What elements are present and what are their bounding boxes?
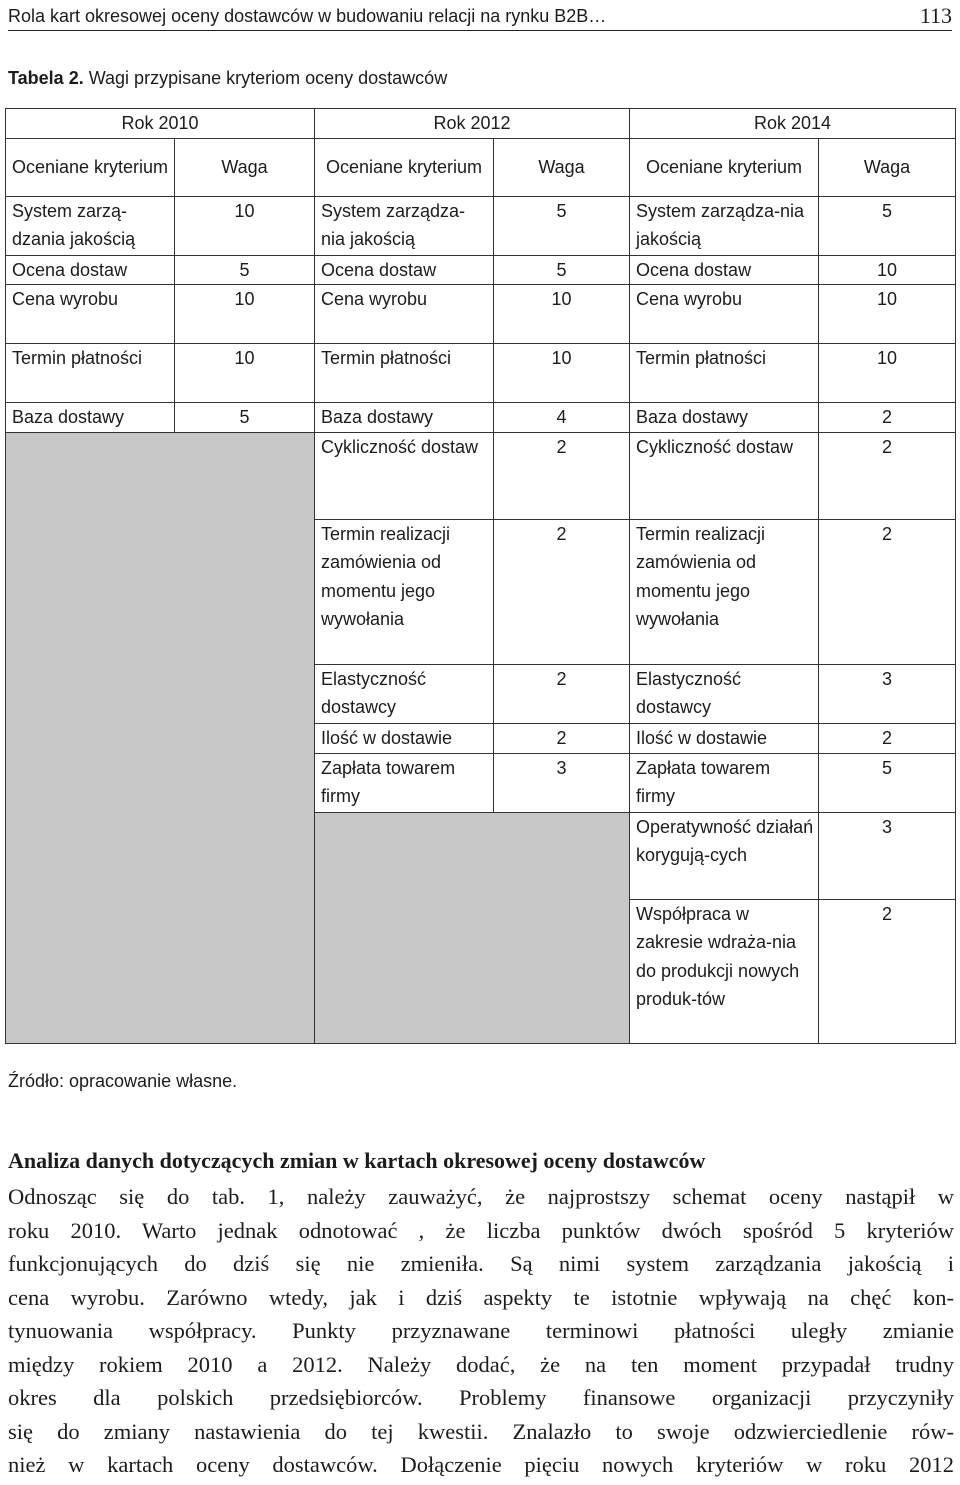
weight-cell: 5 — [819, 753, 956, 812]
table-row — [6, 196, 956, 255]
criterion-cell: Baza dostawy — [630, 403, 819, 433]
col-header-weight: Waga — [494, 138, 630, 196]
table-row — [6, 344, 956, 403]
weight-cell: 5 — [819, 196, 956, 255]
table-row — [6, 285, 956, 344]
weight-cell: 10 — [494, 344, 630, 403]
criterion-cell: Cykliczność dostaw — [315, 432, 494, 519]
criterion-cell: Współpraca w zakresie wdraża-nia do produkcji nowych produk-tów — [630, 899, 819, 1043]
weight-cell: 3 — [819, 812, 956, 899]
empty-grey-block-2012 — [315, 812, 630, 1043]
weight-cell: 3 — [494, 753, 630, 812]
criterion-cell: Operatywność działań korygują-cych — [630, 812, 819, 899]
criterion-cell: Baza dostawy — [315, 403, 494, 433]
weight-cell: 2 — [494, 723, 630, 753]
weight-cell: 5 — [494, 196, 630, 255]
criterion-cell: Cena wyrobu — [315, 285, 494, 344]
table-row — [6, 403, 956, 433]
weight-cell: 2 — [819, 432, 956, 519]
year-header-2010: Rok 2010 — [6, 109, 315, 139]
weights-table — [5, 108, 956, 1044]
criterion-cell: Termin płatności — [315, 344, 494, 403]
col-header-criterion: Oceniane kryterium — [315, 138, 494, 196]
criterion-cell: Termin płatności — [6, 344, 175, 403]
weight-cell: 10 — [819, 344, 956, 403]
table-caption-label: Tabela 2. — [8, 68, 84, 88]
paragraph-line: okres dla polskich przedsiębiorców. Problemy finansowe organizacji przyczyniły — [8, 1385, 954, 1410]
weight-cell: 5 — [175, 403, 315, 433]
criterion-cell: Zapłata towarem firmy — [315, 753, 494, 812]
weight-cell: 10 — [175, 285, 315, 344]
body-paragraph — [8, 1180, 954, 1482]
paragraph-line: nież w kartach oceny dostawców. Dołączenie pięciu nowych kryteriów w roku 2012 — [8, 1452, 954, 1477]
weight-cell: 2 — [819, 519, 956, 664]
col-header-criterion: Oceniane kryterium — [6, 138, 175, 196]
weight-cell: 10 — [819, 255, 956, 285]
criterion-cell: Termin realizacji zamówienia od momentu jego wywołania — [630, 519, 819, 664]
paragraph-line: cena wyrobu. Zarówno wtedy, jak i dziś aspekty te istotnie wpływają na chęć kon- — [8, 1284, 954, 1310]
criterion-cell: Baza dostawy — [6, 403, 175, 433]
criterion-cell: Elastyczność dostawcy — [630, 664, 819, 723]
weight-cell: 3 — [819, 664, 956, 723]
criterion-cell: Ocena dostaw — [630, 255, 819, 285]
paragraph-line: Odnosząc się do tab. 1, należy zauważyć, że najprostszy schemat oceny nastąpił w — [8, 1184, 954, 1209]
weight-cell: 5 — [494, 255, 630, 285]
weight-cell: 10 — [494, 285, 630, 344]
paragraph-line: roku 2010. Warto jednak odnotować , że liczba punktów dwóch spośród 5 kryteriów — [8, 1217, 954, 1243]
weight-cell: 2 — [819, 899, 956, 1043]
weight-cell: 10 — [819, 285, 956, 344]
criterion-cell: Ocena dostaw — [315, 255, 494, 285]
section-heading: Analiza danych dotyczących zmian w kartach okresowej oceny dostawców — [8, 1148, 706, 1173]
paragraph-line: funkcjonujących do dziś się nie zmieniła. Są nimi system zarządzania jakością i — [8, 1251, 954, 1276]
criterion-cell: Cena wyrobu — [630, 285, 819, 344]
criterion-cell: Ilość w dostawie — [630, 723, 819, 753]
criterion-cell: Termin płatności — [630, 344, 819, 403]
paragraph-line: się do zmiany nastawienia do tej kwestii. Znalazło to swoje odzwierciedlenie rów- — [8, 1418, 954, 1444]
weight-cell: 4 — [494, 403, 630, 433]
table-caption-text: Wagi przypisane kryteriom oceny dostawców — [88, 68, 448, 88]
weight-cell: 5 — [175, 255, 315, 285]
criterion-cell: System zarządza-nia jakością — [315, 196, 494, 255]
weight-cell: 2 — [494, 432, 630, 519]
col-header-weight: Waga — [175, 138, 315, 196]
weight-cell: 2 — [494, 664, 630, 723]
col-header-weight: Waga — [819, 138, 956, 196]
running-header — [8, 0, 952, 31]
weight-cell: 2 — [494, 519, 630, 664]
year-header-2014: Rok 2014 — [630, 109, 956, 139]
table-caption — [8, 68, 447, 89]
weight-cell: 2 — [819, 723, 956, 753]
criterion-cell: Cykliczność dostaw — [630, 432, 819, 519]
table-row — [6, 432, 956, 519]
table-row — [6, 255, 956, 285]
running-title: Rola kart okresowej oceny dostawców w budowaniu relacji na rynku B2B… — [8, 6, 607, 26]
weight-cell: 10 — [175, 196, 315, 255]
criterion-cell: Elastyczność dostawcy — [315, 664, 494, 723]
paragraph-line: między rokiem 2010 a 2012. Należy dodać, że na ten moment przypadał trudny — [8, 1351, 954, 1377]
criterion-cell: Cena wyrobu — [6, 285, 175, 344]
empty-grey-block-2010 — [6, 432, 315, 1043]
criterion-cell: System zarządza-nia jakością — [630, 196, 819, 255]
weight-cell: 10 — [175, 344, 315, 403]
year-header-2012: Rok 2012 — [315, 109, 630, 139]
criterion-cell: Ocena dostaw — [6, 255, 175, 285]
criterion-cell: Ilość w dostawie — [315, 723, 494, 753]
criterion-cell: Zapłata towarem firmy — [630, 753, 819, 812]
criterion-cell: Termin realizacji zamówienia od momentu jego wywołania — [315, 519, 494, 664]
col-header-criterion: Oceniane kryterium — [630, 138, 819, 196]
table-source-note: Źródło: opracowanie własne. — [8, 1071, 238, 1091]
weight-cell: 2 — [819, 403, 956, 433]
paragraph-line: tynuowania współpracy. Punkty przyznawane terminowi płatności uległy zmianie — [8, 1318, 954, 1343]
page-number: 113 — [919, 3, 952, 28]
criterion-cell: System zarzą-dzania jakością — [6, 196, 175, 255]
